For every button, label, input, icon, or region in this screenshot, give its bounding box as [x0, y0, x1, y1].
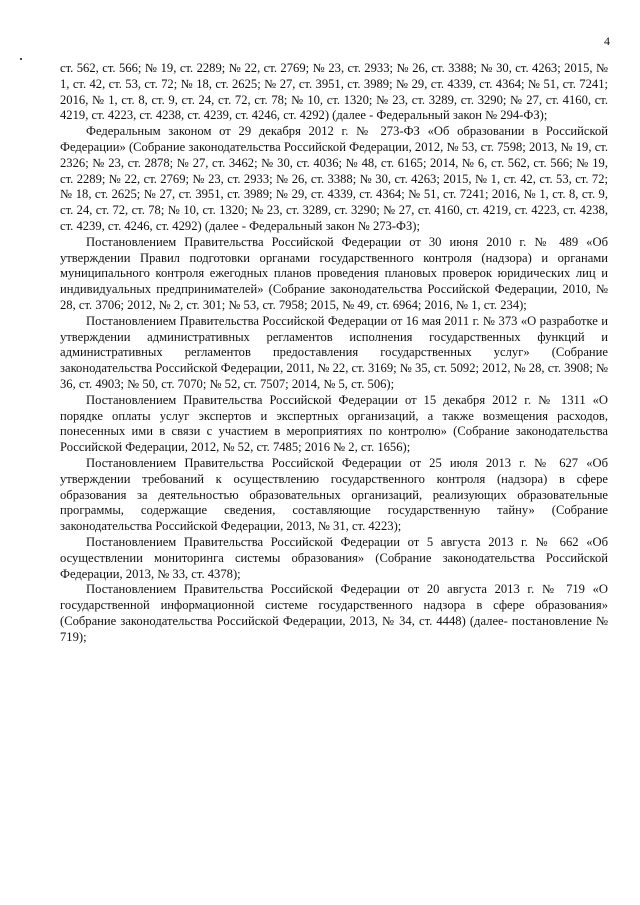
- paragraph-resolution-627: Постановлением Правительства Российской Федерации от 25 июля 2013 г. № 627 «Об утверждении требований к осуществлению государственного контроля (надзора) в сфере образования за деятельностью образовательных организаций, реализующих образовательные программы, содержащие сведения, составляющие государственную тайну» (Собрание законодательства Российской Федерации, 2013, № 31, ст. 4223);: [60, 455, 608, 534]
- document-body: [60, 61, 608, 645]
- page-number: 4: [604, 34, 610, 48]
- paragraph-federal-law-273: Федеральным законом от 29 декабря 2012 г. № 273-ФЗ «Об образовании в Российской Федерации» (Собрание законодательства Российской Федерации, 2012, № 53, ст. 7598; 2013, № 19, ст. 2326; № 23, ст. 2878; № 27, ст. 3462; № 30, ст. 4036; № 48, ст. 6165; 2014, № 6, ст. 562, ст. 566; № 19, ст. 2289; № 22, ст. 2769; № 23, ст. 2933; № 26, ст. 3388; № 30, ст. 4263; 2015, № 1, ст. 42, ст. 53, ст. 72; № 18, ст. 2625; № 27, ст. 3951, ст. 3989; № 29, ст. 4339, ст. 4364; № 51, ст. 7241; 2016, № 1, ст. 8, ст. 9, ст. 24, ст. 72, ст. 78; № 10, ст. 1320; № 23, ст. 3289, ст. 3290; № 27, ст. 4160, ст. 4219, ст. 4223, ст. 4238, ст. 4239, ст. 4246, ст. 4292) (далее - Федеральный закон № 273-ФЗ);: [60, 124, 608, 233]
- paragraph-resolution-719: Постановлением Правительства Российской Федерации от 20 августа 2013 г. № 719 «О государственной информационной системе государственного надзора в сфере образования» (Собрание законодательства Российской Федерации, 2013, № 34, ст. 4448) (далее- постановление № 719);: [60, 582, 608, 644]
- scan-mark: [20, 58, 22, 60]
- paragraph-resolution-1311: Постановлением Правительства Российской Федерации от 15 декабря 2012 г. № 1311 «О порядке оплаты услуг экспертов и экспертных организаций, а также возмещения расходов, понесенных ими в связи с участием в мероприятиях по контролю» (Собрание законодательства Российской Федерации, 2012, № 52, ст. 7485; 2016 № 2, ст. 1656);: [60, 392, 608, 455]
- paragraph-continuation: ст. 562, ст. 566; № 19, ст. 2289; № 22, ст. 2769; № 23, ст. 2933; № 26, ст. 3388; № 30, ст. 4263; 2015, № 1, ст. 42, ст. 53, ст. 72; № 18, ст. 2625; № 27, ст. 3951, ст. 3989; № 29, ст. 4339, ст. 4364; № 51, ст. 7241; 2016, № 1, ст. 8, ст. 9, ст. 24, ст. 72, ст. 78; № 10, ст. 1320; № 23, ст. 3289, ст. 3290; № 27, ст. 4160, ст. 4219, ст. 4223, ст. 4238, ст. 4239, ст. 4246, ст. 4292) (далее - Федеральный закон № 294-ФЗ);: [60, 61, 608, 123]
- paragraph-resolution-373: Постановлением Правительства Российской Федерации от 16 мая 2011 г. № 373 «О разработке и утверждении административных регламентов исполнения государственных функций и административных регламентов предоставления государственных услуг» (Собрание законодательства Российской Федерации, 2011, № 22, ст. 3169; № 35, ст. 5092; 2012, № 28, ст. 3908; № 36, ст. 4903; № 50, ст. 7070; № 52, ст. 7507; 2014, № 5, ст. 506);: [60, 313, 608, 391]
- paragraph-resolution-489: Постановлением Правительства Российской Федерации от 30 июня 2010 г. № 489 «Об утверждении Правил подготовки органами государственного контроля (надзора) и органами муниципального контроля ежегодных планов проведения плановых проверок юридических лиц и индивидуальных предпринимателей» (Собрание законодательства Российской Федерации, 2010, № 28, ст. 3706; 2012, № 2, ст. 301; № 53, ст. 7958; 2015, № 49, ст. 6964; 2016, № 1, ст. 234);: [60, 234, 608, 312]
- paragraph-resolution-662: Постановлением Правительства Российской Федерации от 5 августа 2013 г. № 662 «Об осуществлении мониторинга системы образования» (Собрание законодательства Российской Федерации, 2013, № 33, ст. 4378);: [60, 534, 608, 581]
